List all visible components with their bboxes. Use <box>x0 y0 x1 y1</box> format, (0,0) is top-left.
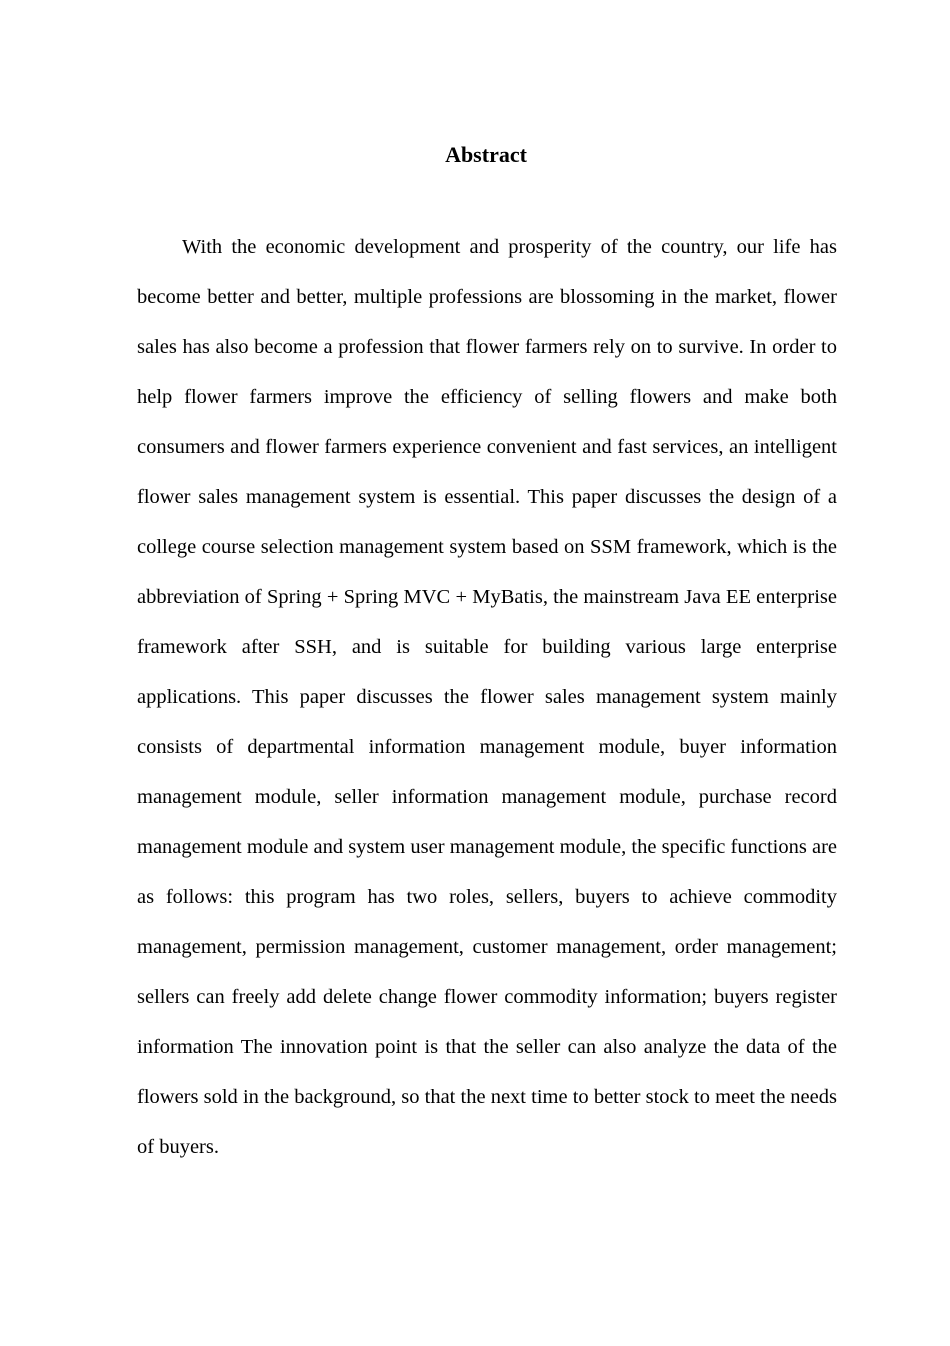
abstract-paragraph: With the economic development and prosperity of the country, our life has become better and better, multiple professions are blossoming in the market, flower sales has also become a profession that flower farmers rely on to survive. In order to help flower farmers improve the efficiency of selling flowers and make both consumers and flower farmers experience convenient and fast services, an intelligent flower sales management system is essential. This paper discusses the design of a college course selection management system based on SSM framework, which is the abbreviation of Spring + Spring MVC + MyBatis, the mainstream Java EE enterprise framework after SSH, and is suitable for building various large enterprise applications. This paper discusses the flower sales management system mainly consists of departmental information management module, buyer information management module, seller information management module, purchase record management module and system user management module, the specific functions are as follows: this program has two roles, sellers, buyers to achieve commodity management, permission management, customer management, order management; sellers can freely add delete change flower commodity information; buyers register information The innovation point is that the seller can also analyze the data of the flowers sold in the background, so that the next time to better stock to meet the needs of buyers. <box>137 236 837 1158</box>
abstract-heading: Abstract <box>445 142 527 167</box>
